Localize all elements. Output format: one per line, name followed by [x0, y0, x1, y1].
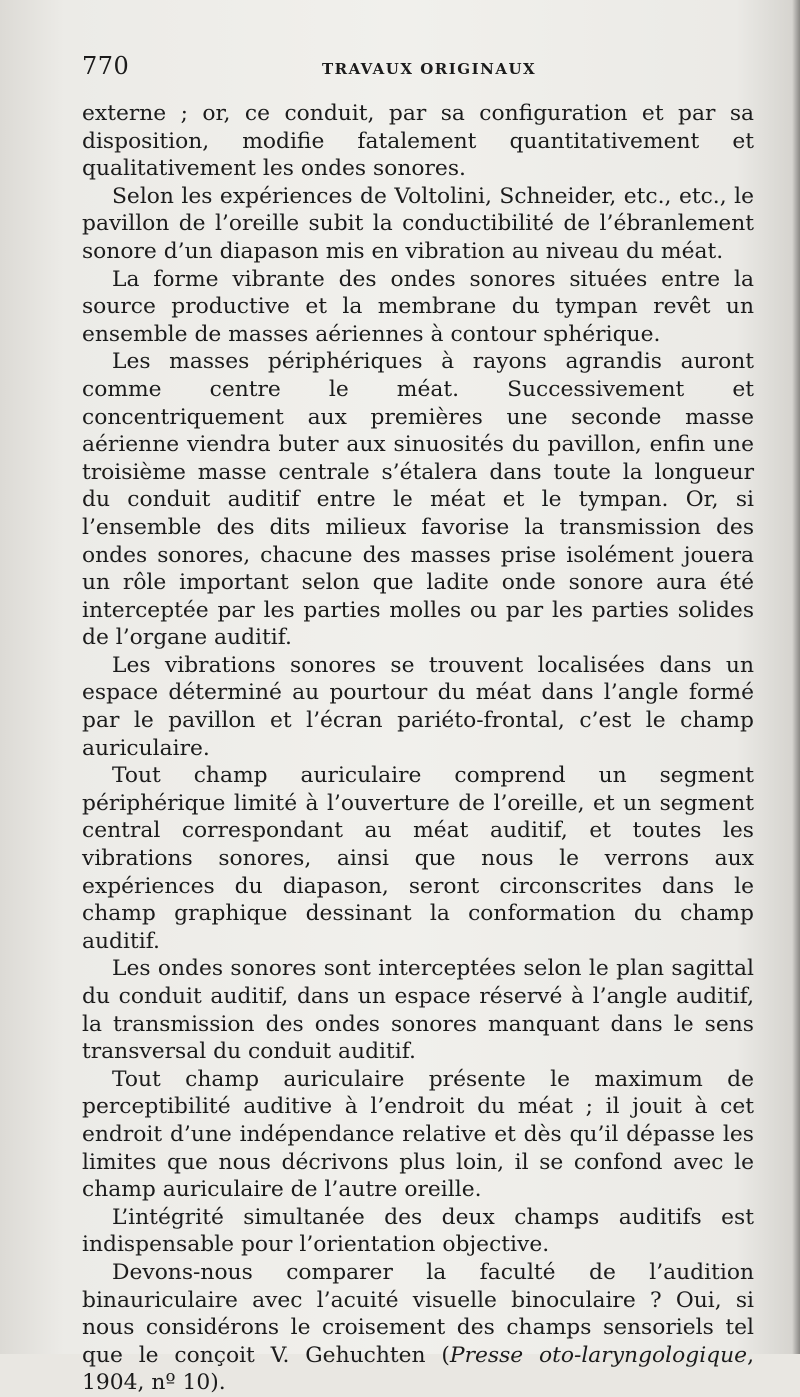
running-head: TRAVAUX ORIGINAUX — [322, 60, 537, 78]
citation-title: Presse oto-laryngologique — [449, 1342, 748, 1368]
page-header — [82, 52, 742, 92]
page-number: 770 — [82, 52, 130, 80]
paragraph: L’intégrité simultanée des deux champs auditifs est indispensable pour l’orientation objective. — [82, 1204, 754, 1258]
paragraph-text: , 1904, nº 10). — [82, 1342, 754, 1396]
paragraph-text: Devons-nous comparer la faculté de l’audition binauriculaire avec l’acuité visuelle binoculaire ? Oui, si nous considérons le croisement des champs sensoriels tel que le conçoit V. Gehuchten ( — [82, 1259, 754, 1368]
paragraph: La forme vibrante des ondes sonores situées entre la source productive et la membrane du tympan revêt un ensemble de masses aériennes à contour sphérique. — [82, 266, 754, 347]
body-text — [82, 100, 754, 1397]
paragraph: Selon les expériences de Voltolini, Schneider, etc., etc., le pavillon de l’oreille subit la conductibilité de l’ébranlement sonore d’un diapason mis en vibration au niveau du méat. — [82, 183, 754, 264]
paragraph: Tout champ auriculaire comprend un segment périphérique limité à l’ouverture de l’oreille, et un segment central correspondant au méat auditif, et toutes les vibrations sonores, ainsi que nous le verrons aux expériences du diapason, seront circonscrites dans le champ graphique dessinant la conformation du champ auditif. — [82, 763, 754, 954]
paragraph: Les vibrations sonores se trouvent localisées dans un espace déterminé au pourtour du méat dans l’angle formé par le pavillon et l’écran pariéto-frontal, c’est le champ auriculaire. — [82, 652, 754, 761]
paragraph: Tout champ auriculaire présente le maximum de perceptibilité auditive à l’endroit du méat ; il jouit à cet endroit d’une indépendance relative et dès qu’il dépasse les limites que nous décrivons plus loin, il se confond avec le champ auriculaire de l’autre oreille. — [82, 1066, 754, 1203]
paragraph: externe ; or, ce conduit, par sa configuration et par sa disposition, modifie fatalement quantitativement et qualitativement les ondes sonores. — [82, 101, 754, 182]
paragraph: Les masses périphériques à rayons agrandis auront comme centre le méat. Successivement et concentriquement aux premières une seconde masse aérienne viendra buter aux sinuosités du pavillon, enfin une troisième masse centrale s’étalera dans toute la longueur du conduit auditif entre le méat et le tympan. Or, si l’ensemble des dits milieux favorise la transmission des ondes sonores, chacune des masses prise isolément jouera un rôle important selon que ladite onde sonore aura été interceptée par les parties molles ou par les parties solides de l’organe auditif. — [82, 349, 754, 651]
paragraph-final — [82, 1259, 754, 1397]
page-edge-shadow — [792, 0, 800, 1354]
paragraph: Les ondes sonores sont interceptées selon le plan sagittal du conduit auditif, dans un espace réservé à l’angle auditif, la transmission des ondes sonores manquant dans le sens transversal du conduit auditif. — [82, 956, 754, 1065]
